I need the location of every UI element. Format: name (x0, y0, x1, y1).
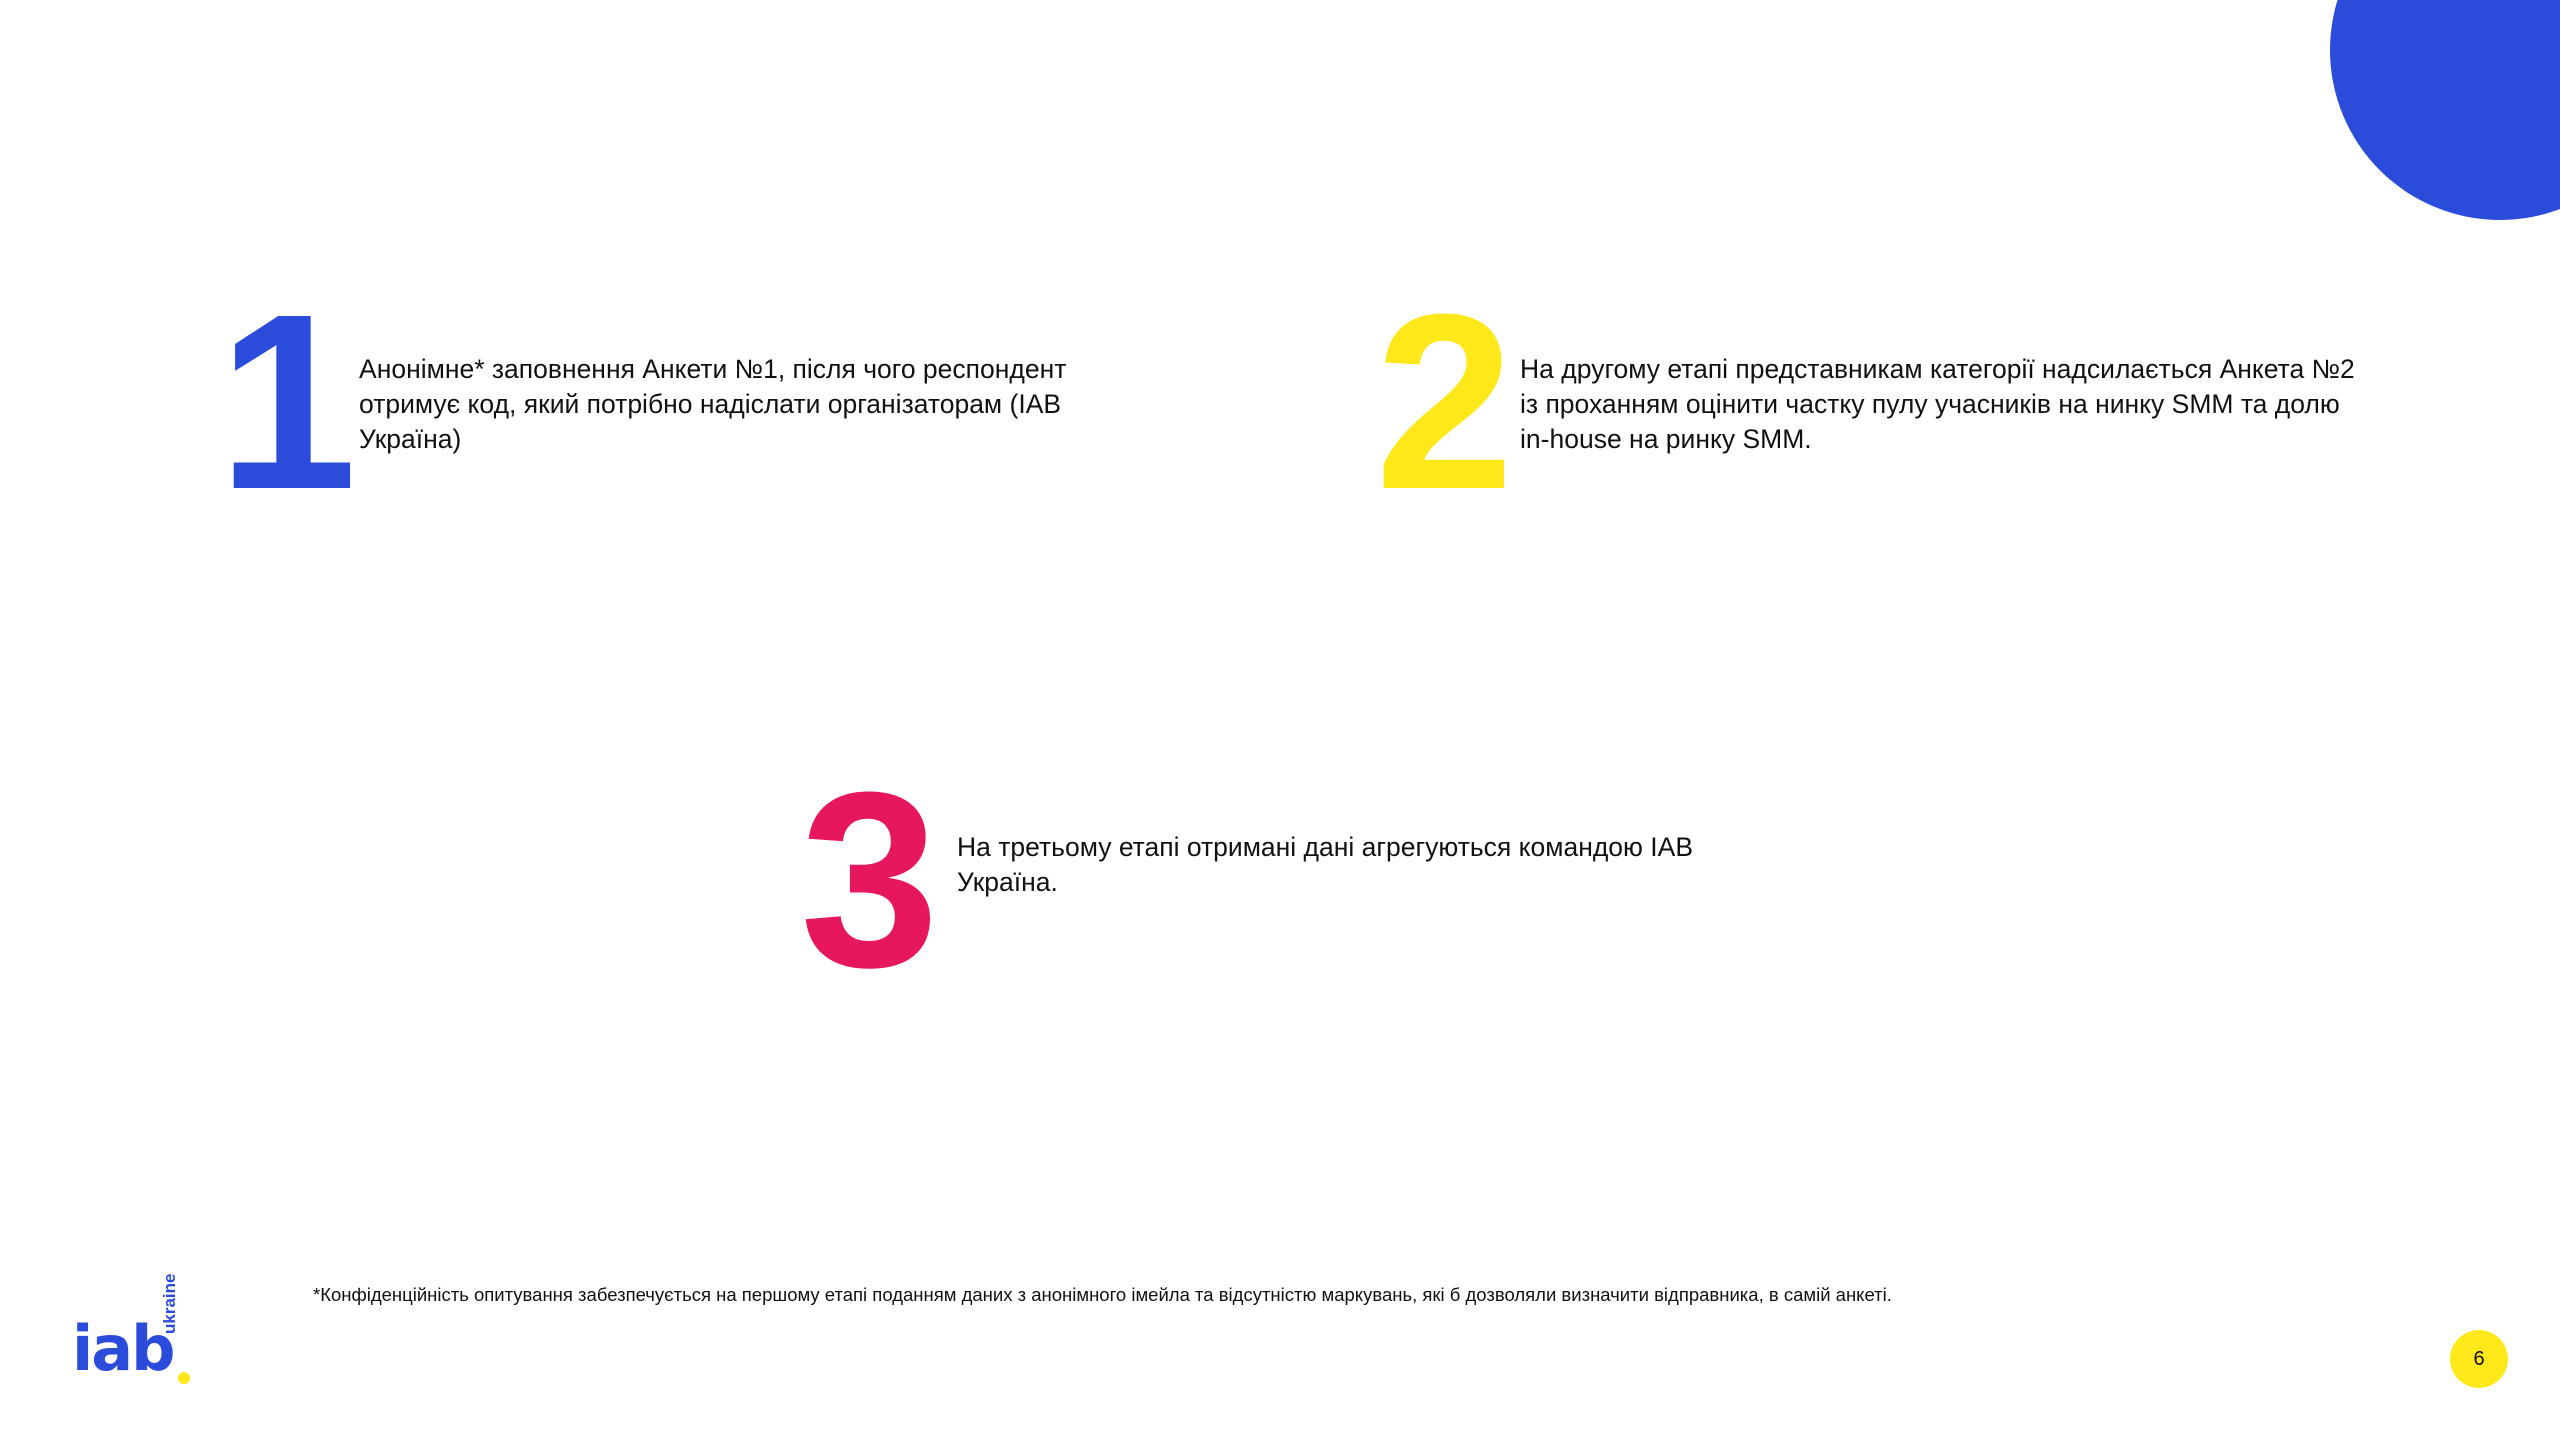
step-text-3: На третьому етапі отримані дані агрегуються командою IAB Україна. (957, 832, 1693, 898)
iab-ukraine-logo (72, 1273, 257, 1400)
page-number-badge: 6 (2450, 1330, 2508, 1388)
logo-dot-icon (178, 1372, 190, 1384)
logo-wordmark: iab (72, 1312, 174, 1385)
step-item-3 (800, 740, 1800, 1019)
decorative-corner-circle (2330, 0, 2560, 220)
step-text-1: Анонімне* заповнення Анкети №1, після чого респондент отримує код, який потрібно надіслати організаторам (IAB Україна) (359, 354, 1067, 455)
step-item-2 (1375, 262, 2435, 541)
step-item-1 (218, 262, 1148, 541)
footnote-text: *Конфіденційність опитування забезпечується на першому етапі поданням даних з анонімного імейла та відсутністю маркувань, які б дозволяли визначити відправника, в самій анкеті. (313, 1284, 1892, 1305)
step-number-3: 3 (800, 740, 932, 1019)
logo-subtitle: ukraine (160, 1273, 179, 1334)
step-number-2: 2 (1375, 262, 1507, 541)
step-number-1: 1 (218, 262, 350, 541)
step-text-2: На другому етапі представникам категорії надсилається Анкета №2 із проханням оцінити частку пулу учасників на нинку SMM та долю in-house на ринку SMM. (1520, 354, 2355, 455)
